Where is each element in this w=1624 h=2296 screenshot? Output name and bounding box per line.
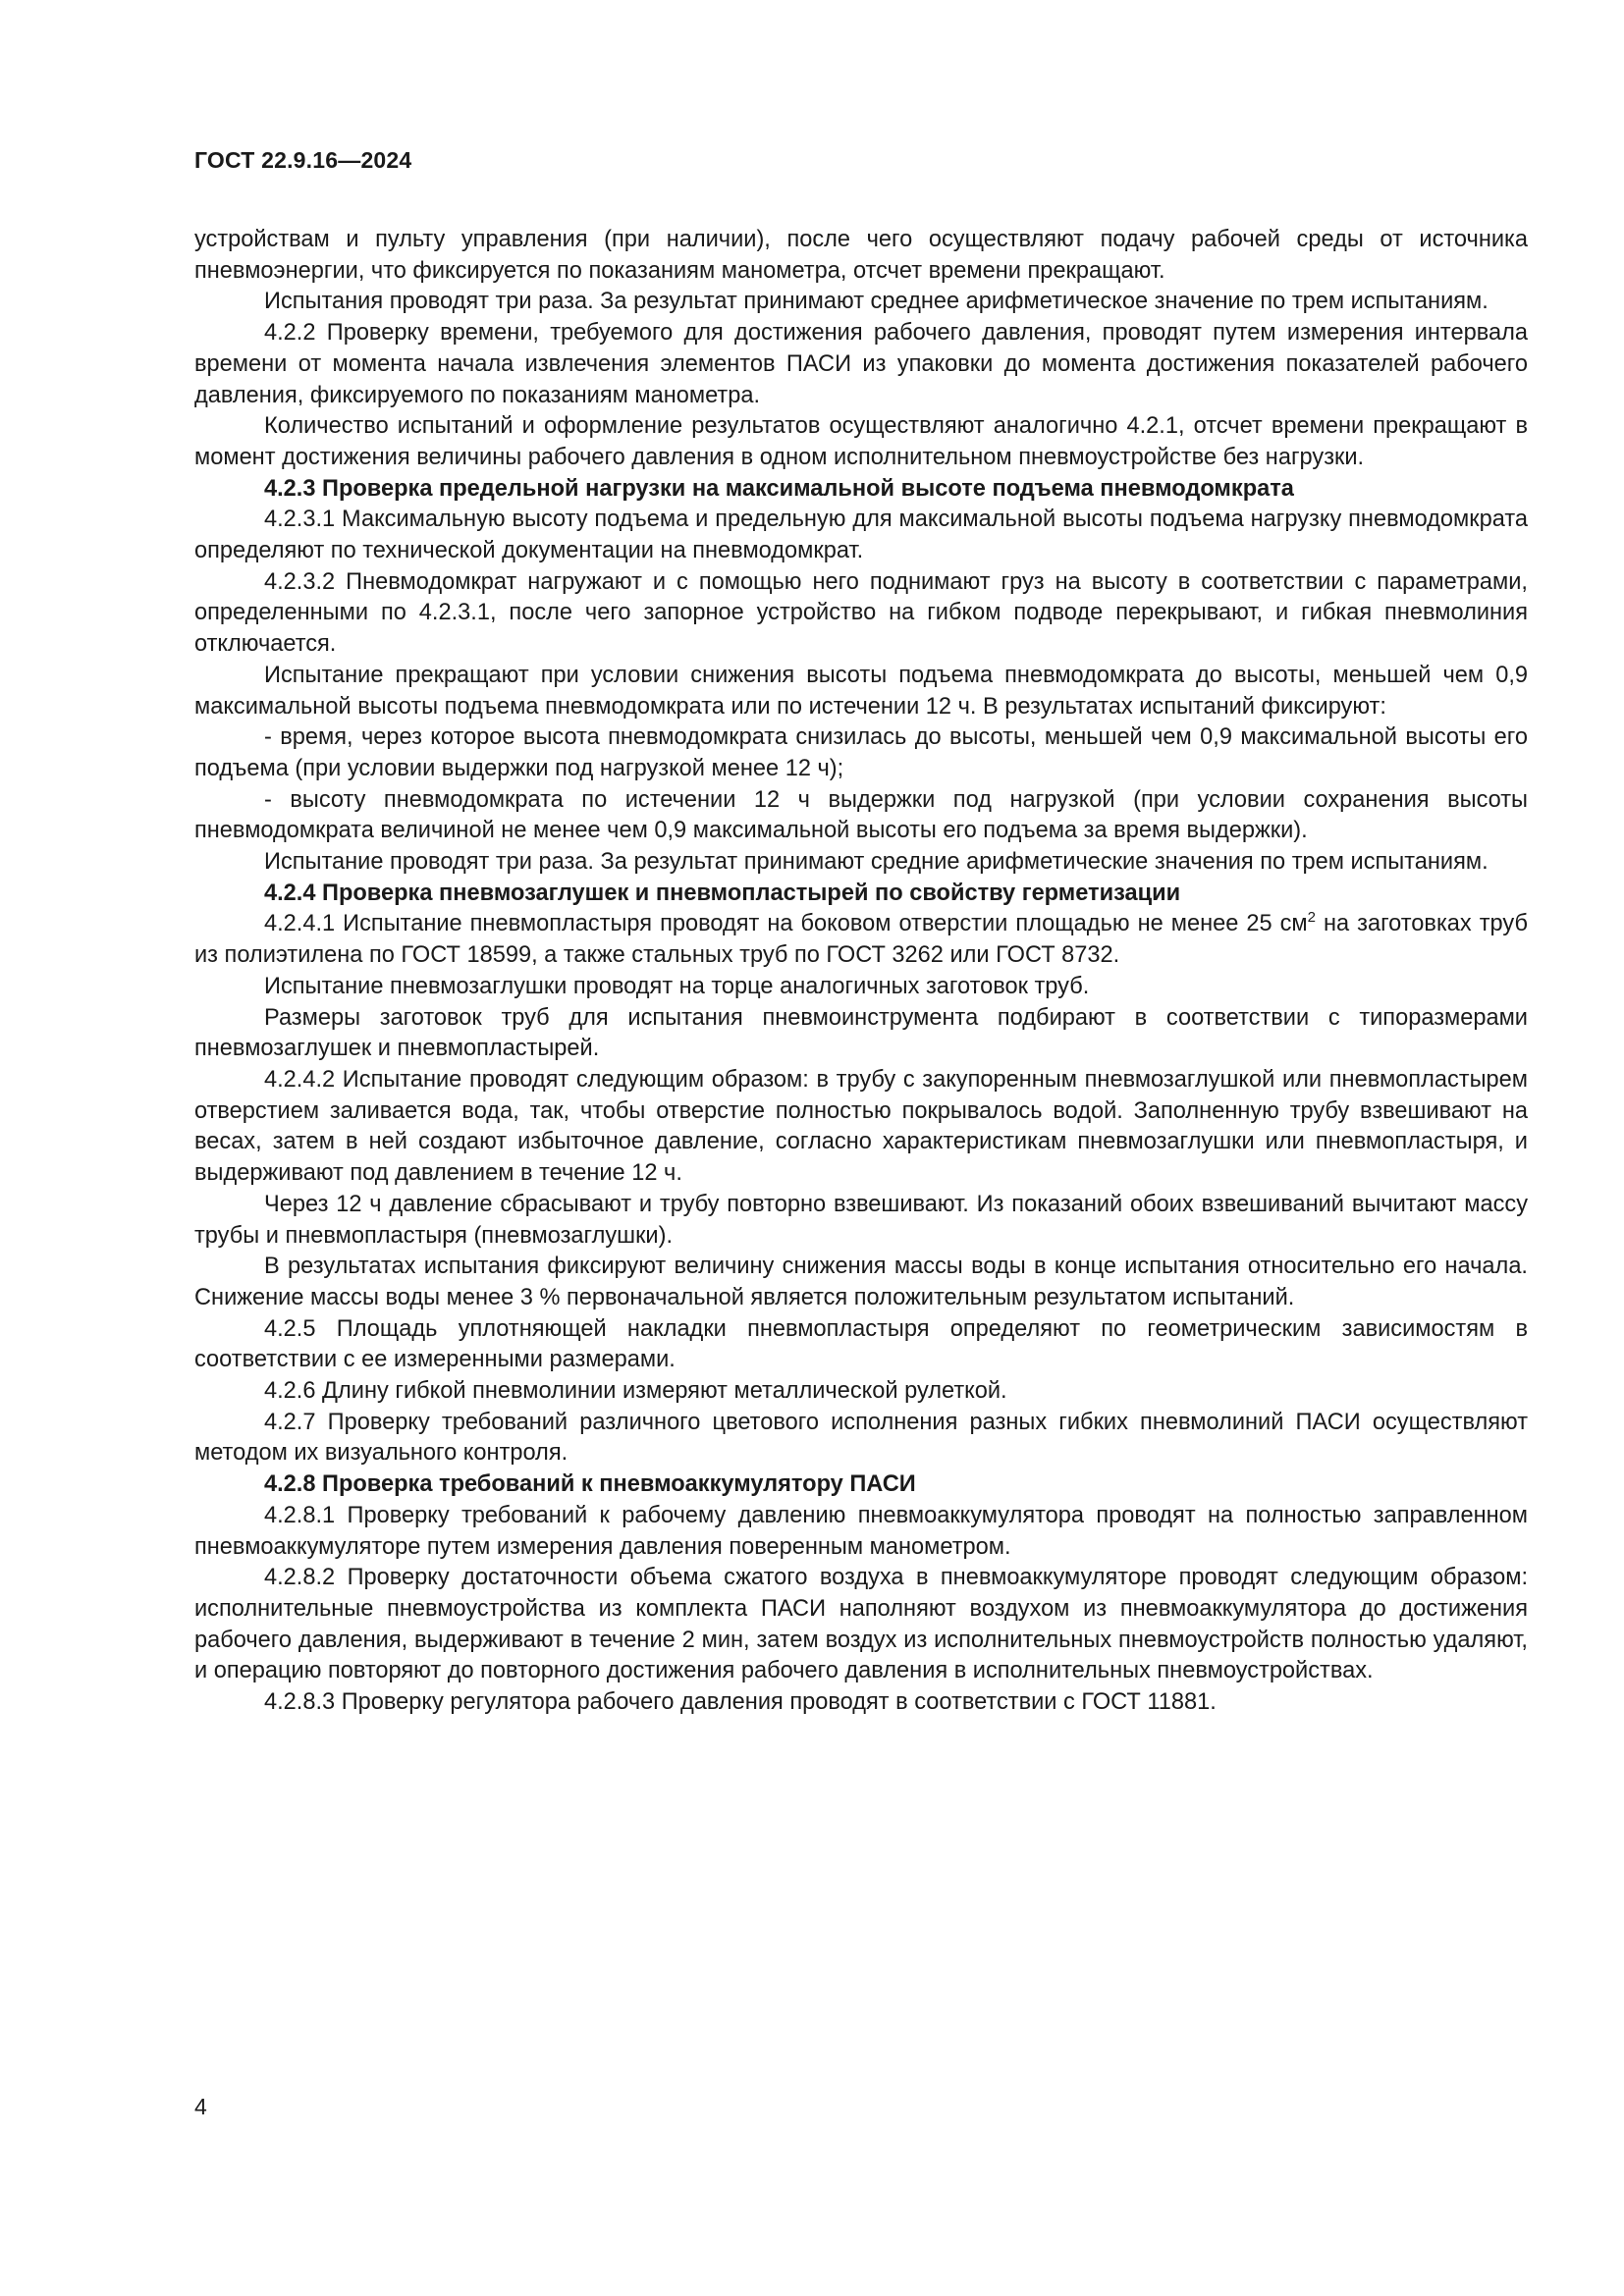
paragraph: 4.2.3.1 Максимальную высоту подъема и предельную для максимальной высоты подъема нагрузку пневмодомкрата определяют по технической документации на пневмодомкрат. bbox=[194, 507, 1528, 564]
section-heading: 4.2.4 Проверка пневмозаглушек и пневмопластырей по свойству герметизации bbox=[264, 880, 1181, 906]
paragraph-text: 4.2.4.1 Испытание пневмопластыря проводят на боковом отверстии площадью не менее 25 см bbox=[264, 911, 1308, 937]
paragraph: Испытания проводят три раза. За результат принимают среднее арифметическое значение по трем испытаниям. bbox=[264, 289, 1489, 315]
paragraph: 4.2.8.2 Проверку достаточности объема сжатого воздуха в пневмоаккумуляторе проводят следующим образом: исполнительные пневмоустройства из комплекта ПАСИ наполняют воздухом из пневмоаккумулятора до достижения рабочего давления, выдерживают в течение 2 мин, затем воздух из исполнительных пневмоустройств полностью удаляют, и операцию повторяют до повторного достижения рабочего давления в исполнительных пневмоустройствах. bbox=[194, 1565, 1528, 1684]
section-heading: 4.2.3 Проверка предельной нагрузки на максимальной высоте подъема пневмодомкрата bbox=[264, 475, 1294, 502]
paragraph: Испытание пневмозаглушки проводят на торце аналогичных заготовок труб. bbox=[264, 973, 1090, 999]
paragraph: 4.2.5 Площадь уплотняющей накладки пневмопластыря определяют по геометрическим зависимостям в соответствии с ее измеренными размерами. bbox=[194, 1315, 1528, 1373]
paragraph: Количество испытаний и оформление результатов осуществляют аналогично 4.2.1, отсчет времени прекращают в момент достижения величины рабочего давления в одном исполнительном пневмоустройстве без нагрузки. bbox=[194, 413, 1528, 470]
paragraph: В результатах испытания фиксируют величину снижения массы воды в конце испытания относительно его начала. Снижение массы воды менее 3 % первоначальной является положительным результатом испытаний. bbox=[194, 1254, 1528, 1310]
paragraph: 4.2.4.2 Испытание проводят следующим образом: в трубу с закупоренным пневмозаглушкой или пневмопластырем отверстием заливается вода, так, чтобы отверстие полностью покрывалось водой. Заполненную трубу взвешивают на весах, затем в ней создают избыточное давление, согласно характеристикам пневмозаглушки или пневмопластыря, и выдерживают под давлением в течение 12 ч. bbox=[194, 1066, 1528, 1187]
document-body bbox=[194, 225, 1528, 1719]
paragraph: - высоту пневмодомкрата по истечении 12 ч выдержки под нагрузкой (при условии сохранения высоты пневмодомкрата величиной не менее чем 0,9 максимальной высоты его подъема за время выдержки). bbox=[194, 786, 1528, 844]
section-heading: 4.2.8 Проверка требований к пневмоаккумулятору ПАСИ bbox=[264, 1471, 916, 1498]
paragraph: 4.2.7 Проверку требований различного цветового исполнения разных гибких пневмолиний ПАСИ осуществляют методом их визуального контроля. bbox=[194, 1409, 1528, 1467]
paragraph: Через 12 ч давление сбрасывают и трубу повторно взвешивают. Из показаний обоих взвешиваний вычитают массу трубы и пневмопластыря (пневмозаглушки). bbox=[194, 1191, 1528, 1249]
paragraph: устройствам и пульту управления (при наличии), после чего осуществляют подачу рабочей среды от источника пневмоэнергии, что фиксируется по показаниям манометра, отсчет времени прекращают. bbox=[194, 227, 1528, 284]
paragraph: 4.2.2 Проверку времени, требуемого для достижения рабочего давления, проводят путем измерения интервала времени от момента начала извлечения элементов ПАСИ из упаковки до момента достижения показателей рабочего давления, фиксируемого по показаниям манометра. bbox=[194, 320, 1528, 408]
paragraph: Размеры заготовок труб для испытания пневмоинструмента подбирают в соответствии с типоразмерами пневмозаглушек и пневмопластырей. bbox=[194, 1004, 1528, 1062]
paragraph: 4.2.3.2 Пневмодомкрат нагружают и с помощью него поднимают груз на высоту в соответствии с параметрами, определенными по 4.2.3.1, после чего запорное устройство на гибком подводе перекрывают, и гибкая пневмолиния отключается. bbox=[194, 568, 1528, 658]
paragraph-text: на заготовках труб из полиэтилена по ГОСТ 18599, а также стальных труб по ГОСТ 3262 или ГОСТ 8732. bbox=[194, 911, 1528, 969]
paragraph bbox=[194, 909, 1528, 971]
paragraph: Испытание проводят три раза. За результат принимают средние арифметические значения по трем испытаниям. bbox=[264, 849, 1489, 876]
paragraph: 4.2.6 Длину гибкой пневмолинии измеряют металлической рулеткой. bbox=[264, 1378, 1007, 1405]
paragraph: Испытание прекращают при условии снижения высоты подъема пневмодомкрата до высоты, меньшей чем 0,9 максимальной высоты подъема пневмодомкрата или по истечении 12 ч. В результатах испытаний фиксируют: bbox=[194, 662, 1528, 720]
paragraph: - время, через которое высота пневмодомкрата снизилась до высоты, меньшей чем 0,9 максимальной высоты его подъема (при условии выдержки под нагрузкой менее 12 ч); bbox=[194, 724, 1528, 781]
document-header: ГОСТ 22.9.16—2024 bbox=[194, 147, 412, 173]
paragraph: 4.2.8.3 Проверку регулятора рабочего давления проводят в соответствии с ГОСТ 11881. bbox=[264, 1689, 1217, 1716]
superscript: 2 bbox=[1307, 909, 1316, 927]
paragraph: 4.2.8.1 Проверку требований к рабочему давлению пневмоаккумулятора проводят на полностью заправленном пневмоаккумуляторе путем измерения давления поверенным манометром. bbox=[194, 1502, 1528, 1560]
page-number: 4 bbox=[194, 2094, 207, 2119]
